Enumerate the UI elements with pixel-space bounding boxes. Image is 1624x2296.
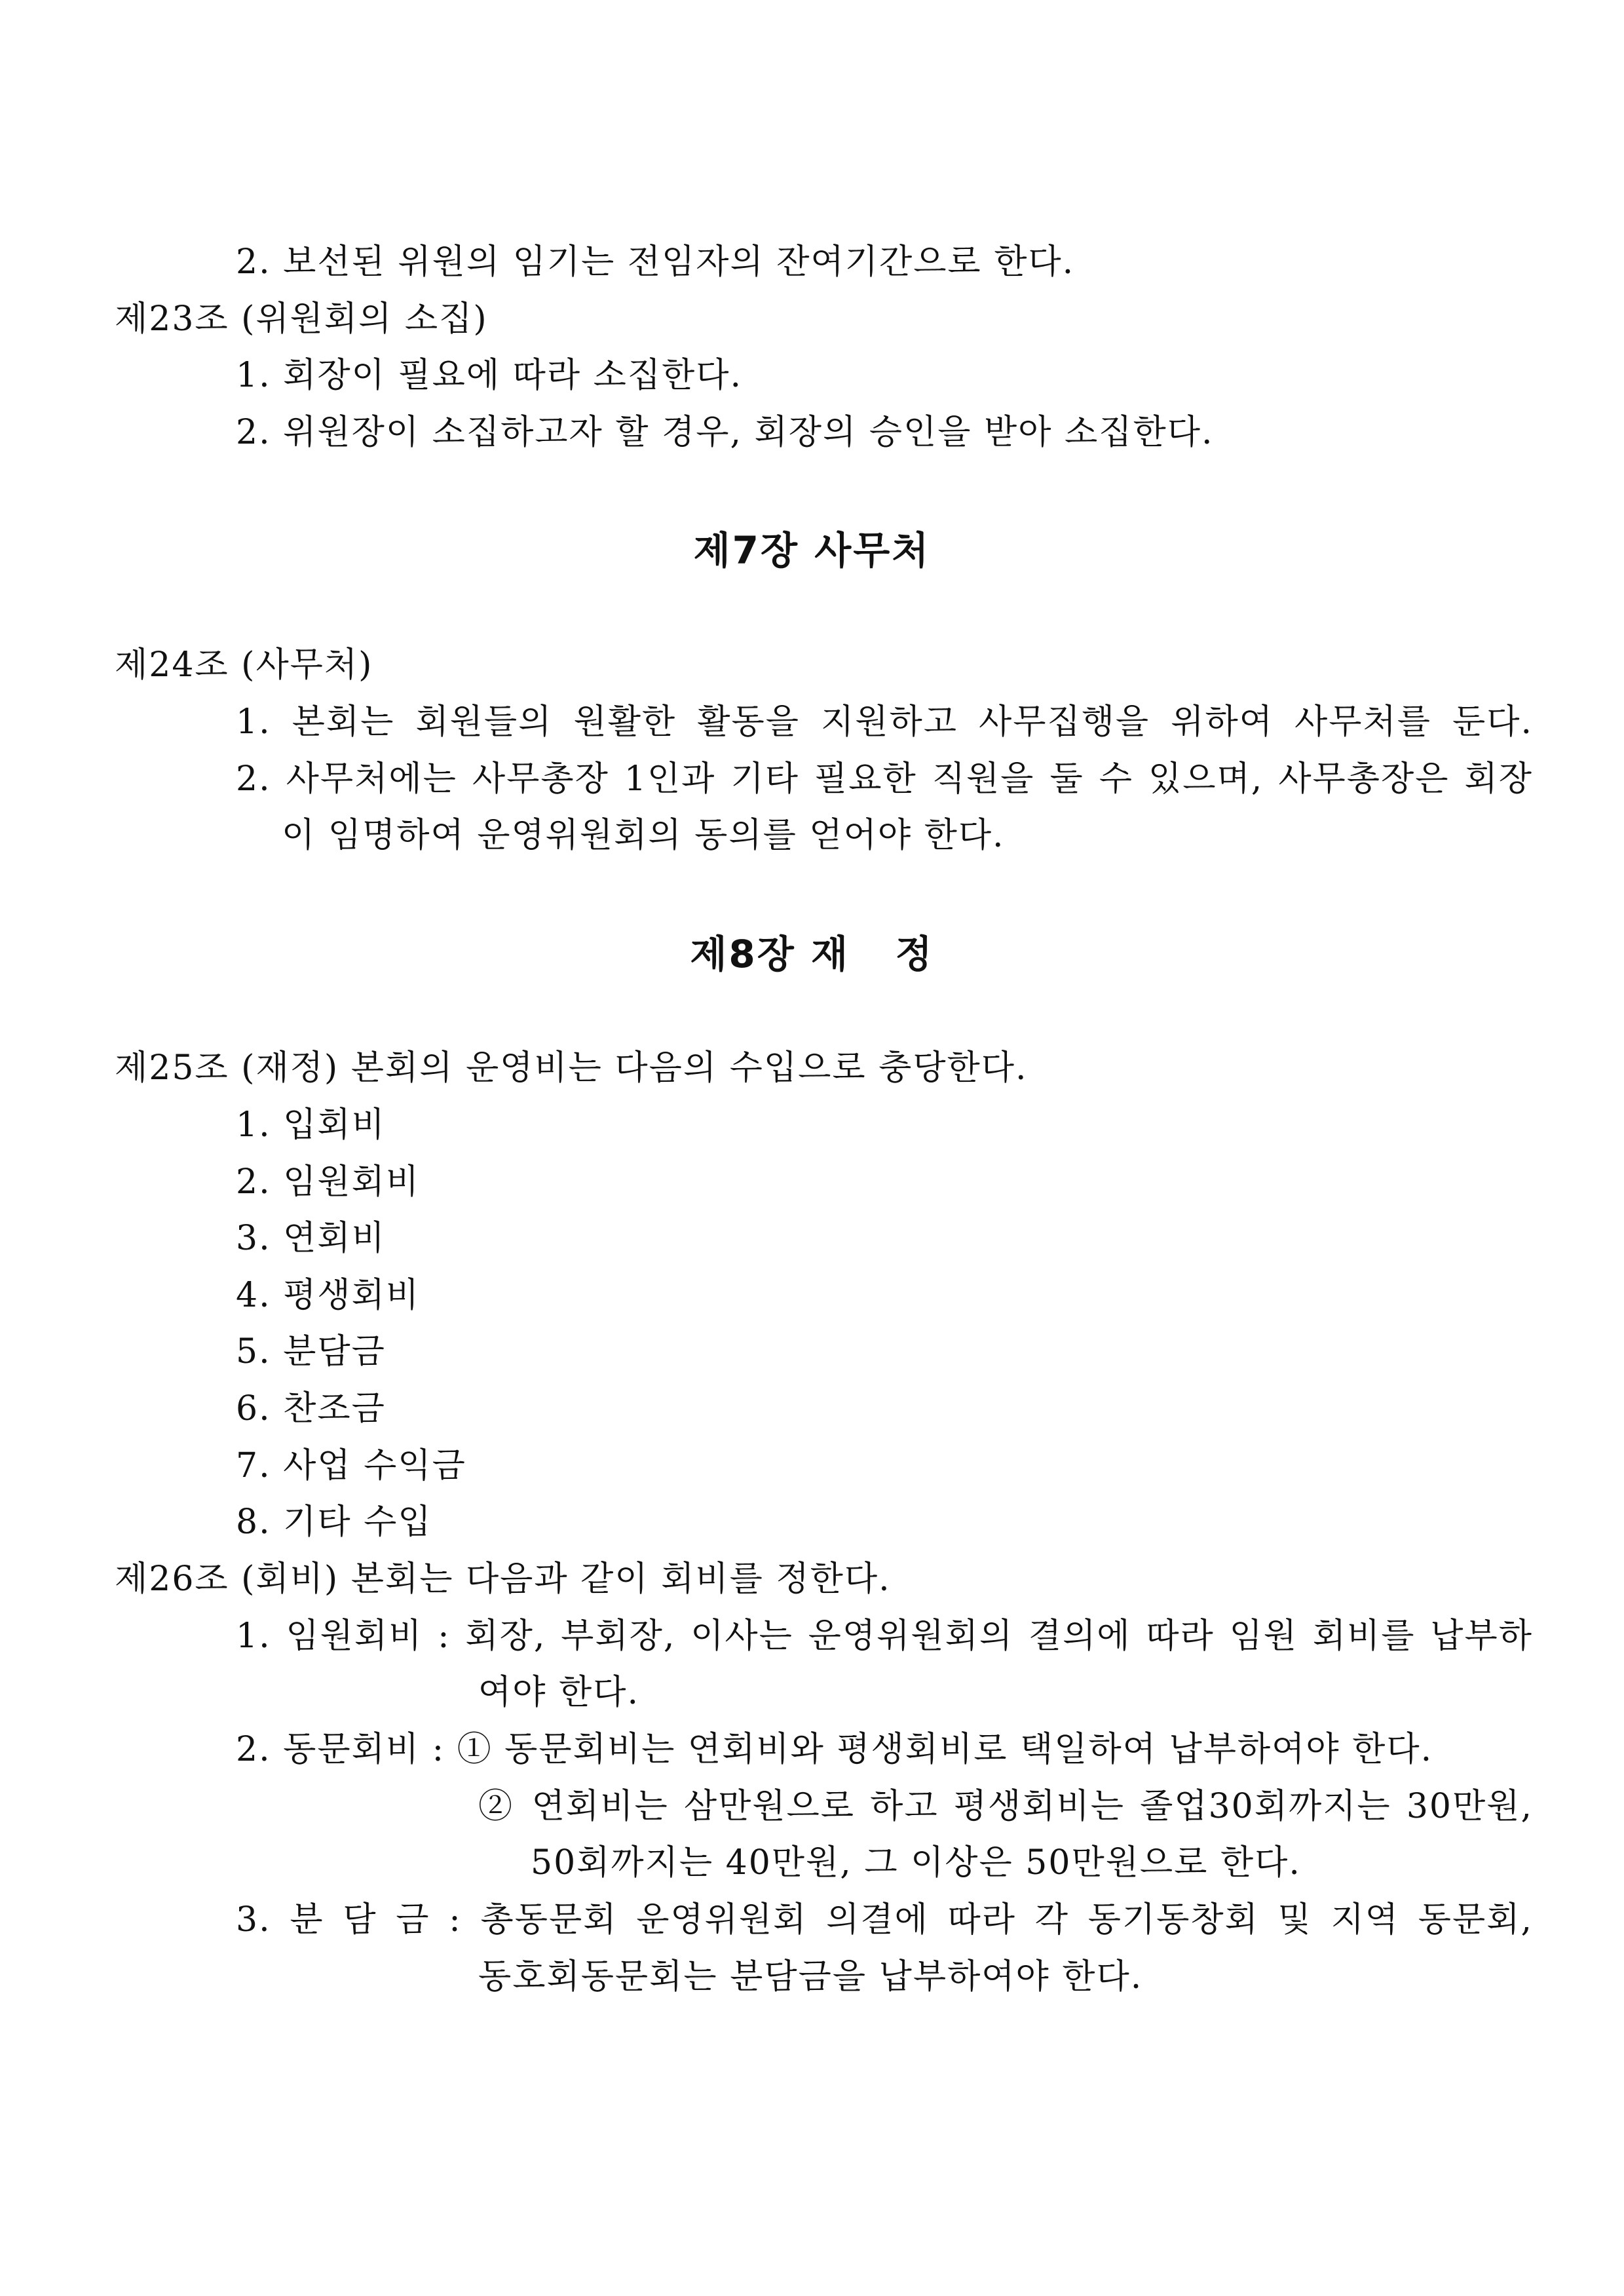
article26-item-1: 1. 임원회비 : 회장, 부회장, 이사는 운영위원회의 결의에 따라 임원 회비를 납부하 [236,1617,1533,1656]
article25-item-2: 2. 임원회비 [236,1162,421,1202]
article26-title: 제26조 (회비) 본회는 다음과 같이 회비를 정한다. [115,1559,891,1599]
article26-item-3-continued: 동호회동문회는 분담금을 납부하여야 한다. [478,1957,1143,1997]
article24-item-1: 1. 본회는 회원들의 원활한 활동을 지원하고 사무집행을 위하여 사무처를 둔다. [236,702,1533,742]
article25-item-5: 5. 분담금 [236,1332,386,1371]
article26-item-2-sub-2: ② 연회비는 삼만원으로 하고 평생회비는 졸업30회까지는 30만원, [478,1787,1533,1826]
article23-item-1: 1. 회장이 필요에 따라 소집한다. [236,356,743,395]
article24-item-2: 2. 사무처에는 사무총장 1인과 기타 필요한 직원을 둘 수 있으며, 사무총장은 회장 [236,759,1533,799]
article22-item-2: 2. 보선된 위원의 임기는 전임자의 잔여기간으로 한다. [236,242,1075,282]
article24-title: 제24조 (사무처) [115,645,373,685]
chapter8-heading: 제8장 재 정 [690,932,934,976]
article25-item-4: 4. 평생회비 [236,1276,421,1315]
article25-item-8: 8. 기타 수입 [236,1502,432,1542]
article26-item-1-continued: 여야 한다. [478,1673,639,1712]
article23-item-2: 2. 위원장이 소집하고자 할 경우, 회장의 승인을 받아 소집한다. [236,413,1214,452]
article25-item-1: 1. 입회비 [236,1105,386,1145]
chapter7-heading: 제7장 사무처 [693,528,931,573]
article25-item-6: 6. 찬조금 [236,1389,386,1428]
article26-item-2: 2. 동문회비 : ① 동문회비는 연회비와 평생회비로 택일하여 납부하여야 한다. [236,1730,1433,1769]
article25-item-3: 3. 연회비 [236,1219,386,1258]
article23-title: 제23조 (위원회의 소집) [115,299,488,339]
article26-item-3: 3. 분 담 금 : 총동문회 운영위원회 의결에 따라 각 동기동창회 및 지역 동문회, [236,1900,1533,1940]
article25-title: 제25조 (재정) 본회의 운영비는 다음의 수입으로 충당한다. [115,1048,1028,1088]
article26-item-2-sub-2-continued: 50회까지는 40만원, 그 이상은 50만원으로 한다. [531,1843,1301,1883]
article24-item-2-continued: 이 임명하여 운영위원회의 동의를 얻어야 한다. [282,816,1005,855]
article25-item-7: 7. 사업 수익금 [236,1446,466,1485]
